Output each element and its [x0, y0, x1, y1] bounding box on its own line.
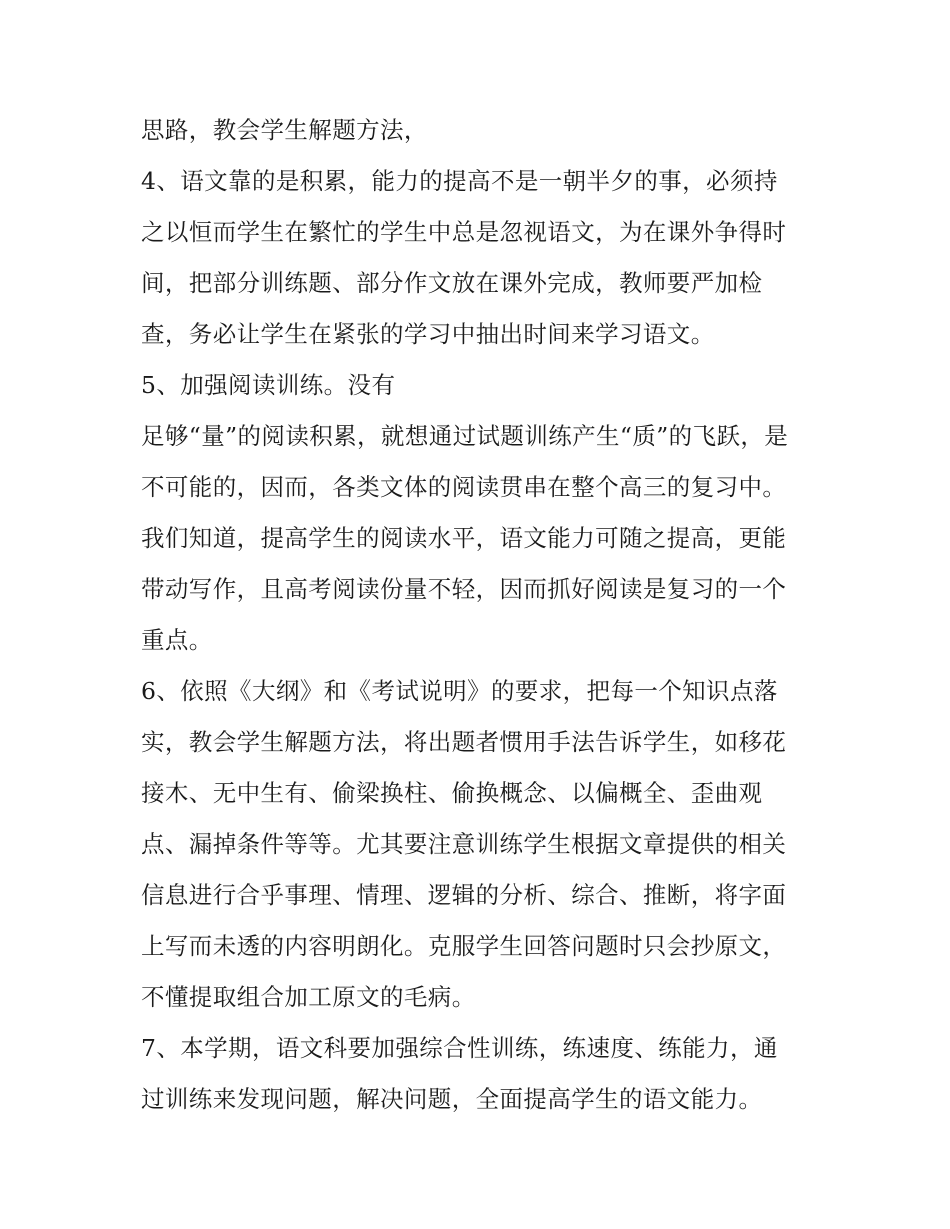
text-line: 思路，教会学生解题方法，: [141, 116, 428, 144]
text-line: 过训练来发现问题，解决问题，全面提高学生的语文能力。: [141, 1085, 763, 1113]
text-line: 查，务必让学生在紧张的学习中抽出时间来学习语文。: [141, 320, 715, 348]
text-line: 6、依照《大纲》和《考试说明》的要求，把每一个知识点落: [141, 677, 778, 705]
text-line: 不懂提取组合加工原文的毛病。: [141, 983, 476, 1011]
text-line: 4、语文靠的是积累，能力的提高不是一朝半夕的事，必须持: [141, 167, 778, 195]
text-line: 5、加强阅读训练。没有: [141, 371, 396, 399]
text-line: 接木、无中生有、偷梁换柱、偷换概念、以偏概全、歪曲观: [141, 779, 763, 807]
text-line: 我们知道，提高学生的阅读水平，语文能力可随之提高，更能: [141, 524, 787, 552]
text-line: 间，把部分训练题、部分作文放在课外完成，教师要严加检: [141, 269, 763, 297]
text-line: 点、漏掉条件等等。尤其要注意训练学生根据文章提供的相关: [141, 830, 787, 858]
text-line: 带动写作，且高考阅读份量不轻，因而抓好阅读是复习的一个: [141, 575, 787, 603]
text-line: 不可能的，因而，各类文体的阅读贯串在整个高三的复习中。: [141, 473, 787, 501]
text-line: 之以恒而学生在繁忙的学生中总是忽视语文，为在课外争得时: [141, 218, 787, 246]
text-line: 实，教会学生解题方法，将出题者惯用手法告诉学生，如移花: [141, 728, 787, 756]
text-line: 7、本学期，语文科要加强综合性训练，练速度、练能力，通: [141, 1034, 778, 1062]
text-line: 重点。: [141, 626, 213, 654]
text-line: 足够“量”的阅读积累，就想通过试题训练产生“质”的飞跃，是: [141, 422, 789, 450]
text-line: 信息进行合乎事理、情理、逻辑的分析、综合、推断，将字面: [141, 881, 787, 909]
text-line: 上写而未透的内容明朗化。克服学生回答问题时只会抄原文，: [141, 932, 787, 960]
